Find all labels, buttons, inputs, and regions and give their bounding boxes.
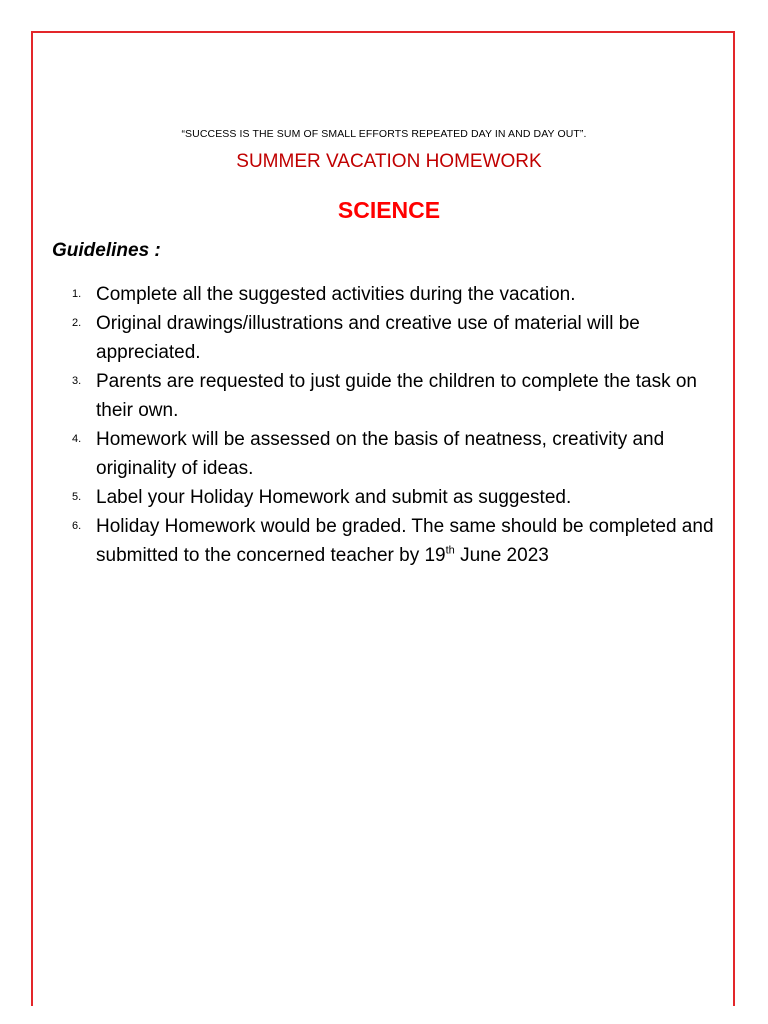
guideline-text: Parents are requested to just guide the children to complete the task on their own. [96, 371, 697, 421]
guideline-text-end: June 2023 [454, 545, 549, 566]
guideline-number: 5. [72, 491, 82, 503]
guideline-text: Complete all the suggested activities during the vacation. [96, 284, 576, 305]
guideline-text: Original drawings/illustrations and creative use of material will be appreciated. [96, 313, 640, 363]
guideline-item [72, 309, 736, 367]
guideline-number: 1. [72, 288, 82, 300]
guideline-number: 2. [72, 317, 82, 329]
guideline-number: 6. [72, 520, 82, 532]
guideline-item [72, 367, 736, 425]
guideline-text [96, 516, 714, 566]
guidelines-heading: Guidelines : [52, 240, 161, 261]
ordinal-suffix: th [445, 544, 455, 557]
guideline-number: 4. [72, 433, 82, 445]
document-title: SUMMER VACATION HOMEWORK [236, 151, 542, 172]
guideline-item [72, 425, 736, 483]
guideline-text: Label your Holiday Homework and submit as suggested. [96, 487, 572, 508]
guideline-item [72, 280, 736, 309]
motivational-quote: “SUCCESS IS THE SUM OF SMALL EFFORTS REPEATED DAY IN AND DAY OUT”. [181, 128, 587, 140]
guideline-number: 3. [72, 375, 82, 387]
guideline-text: Homework will be assessed on the basis of neatness, creativity and originality of ideas. [96, 429, 665, 479]
subject-heading: SCIENCE [337, 197, 441, 223]
guideline-text-main: Holiday Homework would be graded. The same should be completed and submitted to the concerned teacher by 19 [96, 516, 714, 566]
guidelines-list [72, 280, 736, 570]
guideline-item [72, 512, 736, 570]
guideline-item [72, 483, 736, 512]
